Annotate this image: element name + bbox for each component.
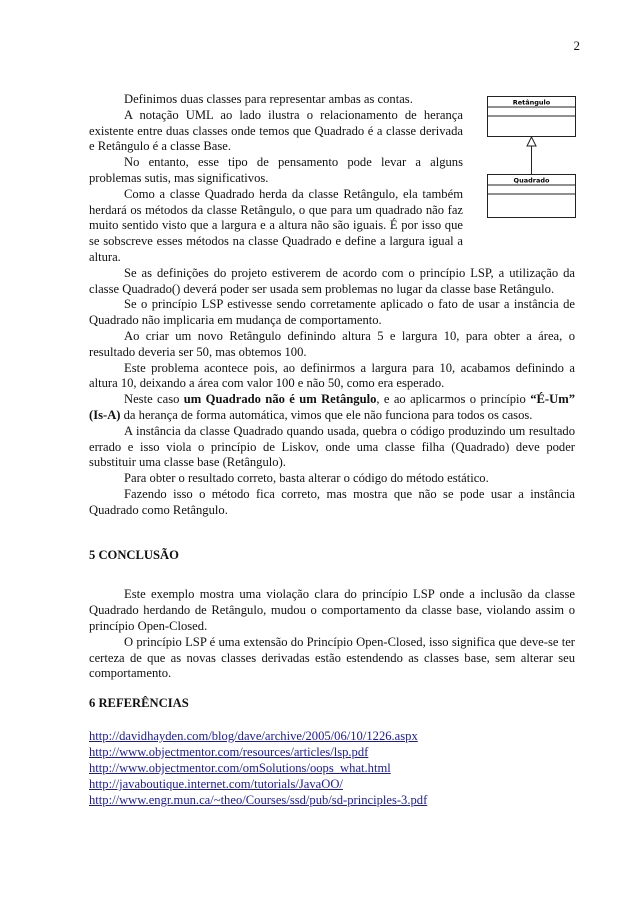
section-title-references: 6 REFERÊNCIAS [89,696,189,711]
paragraph: Este exemplo mostra uma violação clara do princípio LSP onde a inclusão da classe Quadrado herdando de Retângulo, mudou o comportamento da classe base, violando assim o princípio Open-Closed. [89,587,575,633]
quadrado-class-name: Quadrado [513,176,550,185]
bold-phrase: um Quadrado não é um Retângulo [183,392,377,407]
paragraph: Este problema acontece pois, ao definirmos a largura para 10, acabamos definindo a altura 10, deixando a área com valor 100 e não 50, como era esperado. [89,360,575,391]
reference-link[interactable]: http://davidhayden.com/blog/dave/archive/2005/06/10/1226.aspx [89,728,418,743]
paragraph: Fazendo isso o método fica correto, mas mostra que não se pode usar a instância Quadrado como Retângulo. [89,486,575,517]
reference-link[interactable]: http://www.objectmentor.com/omSolutions/oops_what.html [89,760,391,775]
paragraph: Neste caso um Quadrado não é um Retângulo, e ao aplicarmos o princípio “É-Um” (Is-A) da herança de forma automática, vimos que ele não funciona para todos os casos. [89,392,575,422]
paragraph: Se o princípio LSP estivesse sendo corretamente aplicado o fato de usar a instância de Quadrado não implicaria em mudança de comportamento. [89,297,575,328]
references-list [89,728,575,808]
paragraph: Para obter o resultado correto, basta alterar o código do método estático. [124,471,489,486]
body-text [89,92,575,808]
paragraph: Ao criar um novo Retângulo definindo altura 5 e largura 10, para obter a área, o resultado deveria ser 50, mas obtemos 100. [89,328,575,359]
paragraph: No entanto, esse tipo de pensamento pode levar a alguns problemas sutis, mas significativos. [89,155,463,185]
retangulo-class-name: Retângulo [512,98,551,107]
paragraph: A instância da classe Quadrado quando usada, quebra o código produzindo um resultado errado e isso viola o princípio de Liskov, onde uma classe filha (Quadrado) deve poder substituir uma classe base (Retângulo). [89,423,575,470]
paragraph: A notação UML ao lado ilustra o relacionamento de herança existente entre duas classes onde temos que Quadrado é a classe derivada e Retângulo é a classe Base. [89,107,463,154]
paragraph: O princípio LSP é uma extensão do Princípio Open-Closed, isso significa que deve-se ter certeza de que as novas classes derivadas estão estendendo as classes base, sem alterar seu comportamento. [89,634,575,681]
page-number: 2 [573,38,580,53]
bold-phrase: “É-Um” (Is-A) [89,392,575,422]
reference-link[interactable]: http://www.engr.mun.ca/~theo/Courses/ssd/pub/sd-principles-3.pdf [89,792,428,807]
reference-link[interactable]: http://www.objectmentor.com/resources/articles/lsp.pdf [89,744,369,759]
section-title-conclusion: 5 CONCLUSÃO [89,547,179,562]
paragraph: Se as definições do projeto estiverem de acordo com o princípio LSP, a utilização da classe Quadrado() deverá poder ser usada sem problemas no lugar da classe base Retângulo. [89,265,575,296]
paragraph: Como a classe Quadrado herda da classe Retângulo, ela também herdará os métodos da classe Retângulo, o que para um quadrado não faz muito sentido visto que a largura e a altura não são iguais. É por isso que se sobscreve esses métodos na classe Quadrado e define a largura igual a altura. [89,186,463,264]
paragraph: Definimos duas classes para representar ambas as contas. [124,92,413,106]
reference-link[interactable]: http://javaboutique.internet.com/tutorials/JavaOO/ [89,776,343,791]
